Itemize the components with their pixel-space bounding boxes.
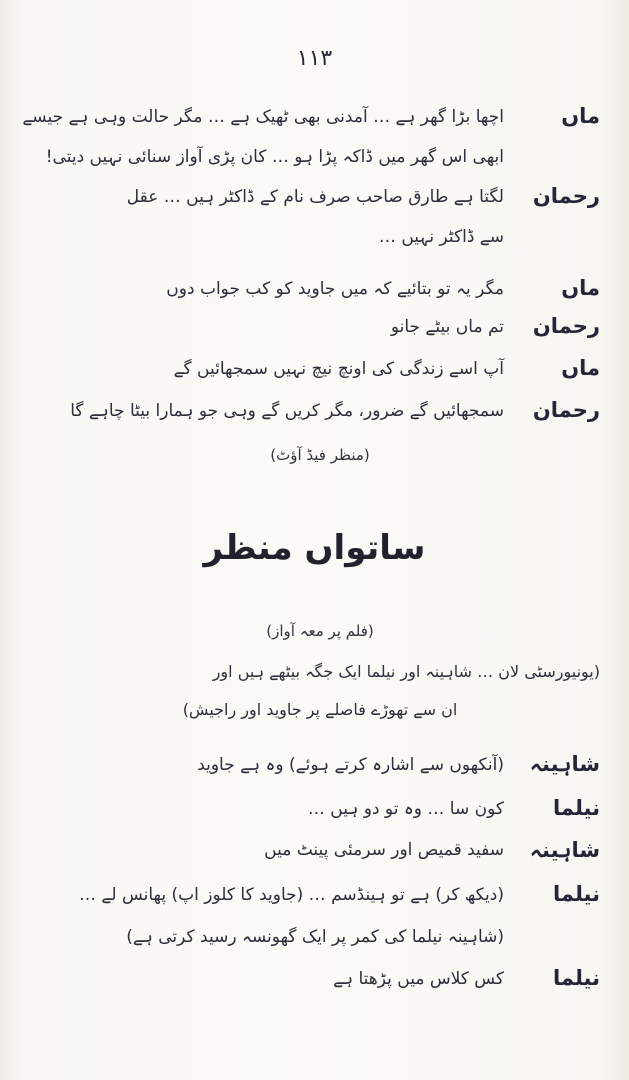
dialogue-row (40, 144, 600, 178)
stage-direction-sound: (فلم پر معہ آواز) (266, 622, 374, 640)
dialogue-row (40, 796, 600, 830)
dialogue-line: تم ماں بیٹے جانو (390, 317, 504, 337)
stage-direction-line: (شاہینہ نیلما کی کمر پر ایک گھونسہ رسید کرتی ہے) (126, 927, 504, 947)
speaker-name: شاہینہ (529, 752, 600, 776)
speaker-name: شاہینہ (529, 838, 600, 862)
speaker-name: نیلما (553, 796, 600, 820)
speaker-name: رحمان (532, 398, 600, 422)
page-number: ۱۱۳ (296, 46, 333, 71)
dialogue-line: کس کلاس میں پڑھتا ہے (333, 969, 504, 989)
dialogue-row (22, 104, 600, 138)
scene-title: ساتواں منظر (203, 528, 426, 568)
dialogue-line: (آنکھوں سے اشارہ کرتے ہوئے) وہ ہے جاوید (197, 755, 504, 775)
dialogue-row (40, 752, 600, 786)
dialogue-row (40, 838, 600, 872)
stage-direction-fade-out: (منظر فیڈ آؤٹ) (270, 446, 370, 464)
dialogue-line: (دیکھ کر) ہے تو ہینڈسم … (جاوید کا کلوز اپ) پھانس لے … (79, 885, 504, 905)
speaker-name: رحمان (532, 314, 600, 338)
scene-setting-line: (یونیورسٹی لان … شاہینہ اور نیلما ایک جگہ بیٹھے ہیں اور (212, 662, 600, 681)
dialogue-row (40, 276, 600, 310)
dialogue-line: سے ڈاکٹر نہیں … (378, 227, 504, 247)
scene-setting-line: ان سے تھوڑے فاصلے پر جاوید اور راجیش) (182, 700, 458, 719)
dialogue-row (40, 924, 600, 958)
speaker-name: رحمان (532, 184, 600, 208)
dialogue-line: اچھا بڑا گھر ہے … آمدنی بھی ٹھیک ہے … مگر حالت وہی ہے جیسے (22, 107, 504, 127)
dialogue-row (40, 356, 600, 390)
speaker-name: نیلما (553, 966, 600, 990)
dialogue-line: سمجھائیں گے ضرور، مگر کریں گے وہی جو ہمارا بیٹا چاہے گا (70, 401, 504, 421)
dialogue-row (40, 398, 600, 432)
speaker-name: نیلما (553, 882, 600, 906)
dialogue-line: آپ اسے زندگی کی اونچ نیچ نہیں سمجھائیں گے (173, 359, 504, 379)
dialogue-row (40, 966, 600, 1000)
dialogue-line: سفید قمیص اور سرمئی پینٹ میں (264, 840, 504, 860)
dialogue-row (40, 882, 600, 916)
dialogue-line: لگتا ہے طارق صاحب صرف نام کے ڈاکٹر ہیں … عقل (126, 187, 504, 207)
dialogue-row (40, 184, 600, 218)
dialogue-line: کون سا … وہ تو دو ہیں … (307, 799, 504, 819)
dialogue-line: مگر یہ تو بتائیے کہ میں جاوید کو کب جواب دوں (166, 279, 504, 299)
speaker-name: ماں (561, 276, 600, 300)
dialogue-line: ابھی اس گھر میں ڈاکہ پڑا ہو … کان پڑی آواز سنائی نہیں دیتی! (45, 147, 504, 167)
speaker-name: ماں (561, 104, 600, 128)
dialogue-row (40, 224, 600, 258)
dialogue-row (40, 314, 600, 348)
speaker-name: ماں (561, 356, 600, 380)
